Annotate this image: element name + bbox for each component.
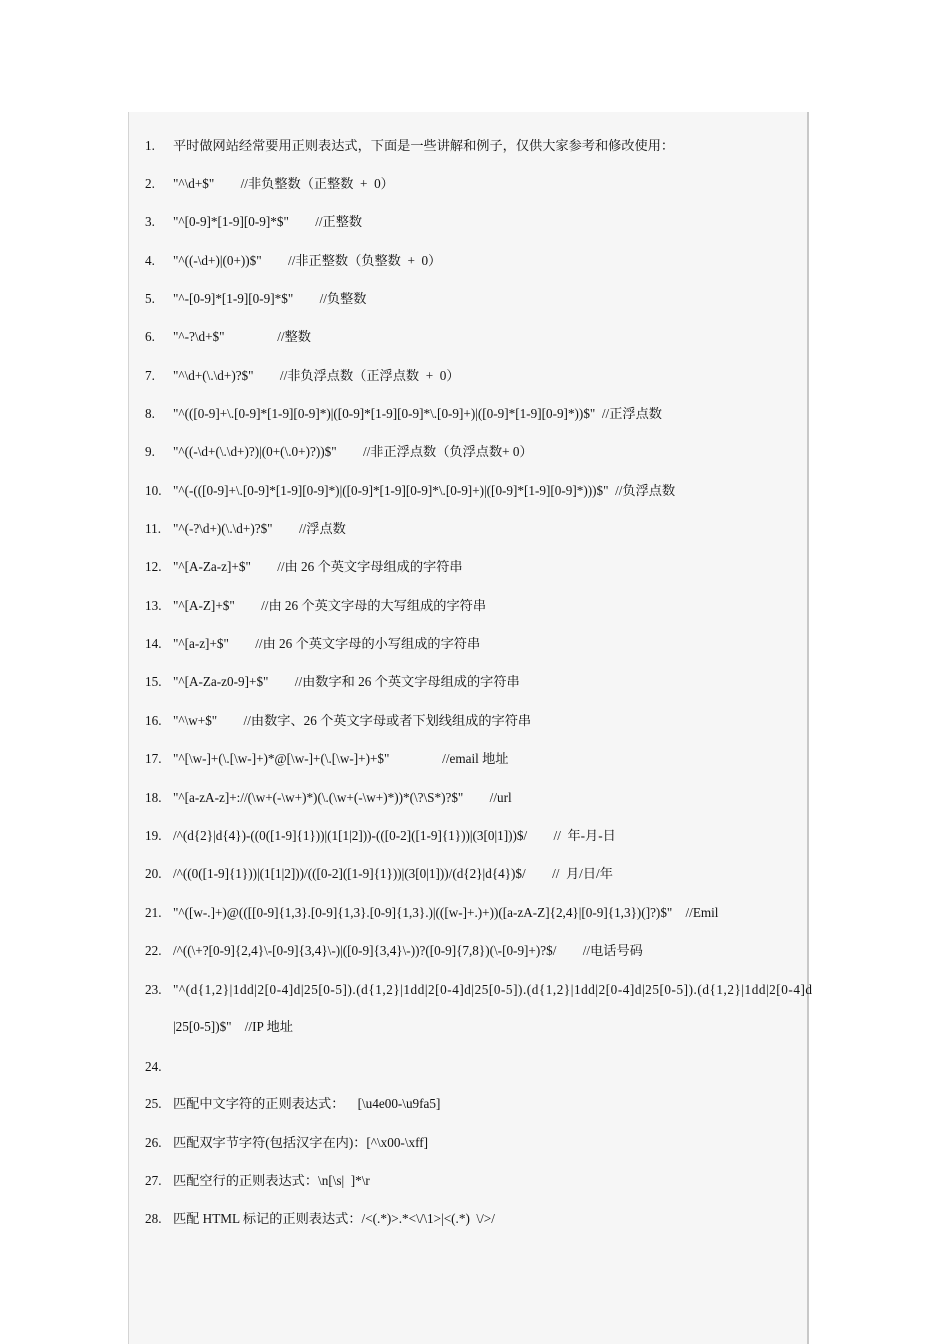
line-text: "^[a-z]+$" //由 26 个英文字母的小写组成的字符串 [173, 636, 481, 651]
line-text: "^\d+$" //非负整数（正整数 + 0） [173, 176, 394, 191]
line-text: /^(d{2}|d{4})-((0([1-9]{1}))|(1[1|2]))-(([0-2]([1-9]{1}))|(3[0|1]))$/ // 年-月-日 [173, 828, 616, 843]
line-number: 4. [145, 253, 155, 268]
line-number: 20. [145, 866, 162, 881]
line-text: /^((0([1-9]{1}))|(1[1|2]))/(([0-2]([1-9]{1}))|(3[0|1]))/(d{2}|d{4})$/ // 月/日/年 [173, 866, 613, 881]
line-text: "^[\w-]+(\.[\w-]+)*@[\w-]+(\.[\w-]+)+$" //email 地址 [173, 751, 509, 766]
line-number: 17. [145, 751, 162, 766]
line-text: "^[a-zA-z]+://(\w+(-\w+)*)(\.(\w+(-\w+)*))*(\?\S*)?$" //url [173, 790, 512, 805]
line-text: 匹配双字节字符(包括汉字在内)：[^\x00-\xff] [173, 1135, 429, 1150]
line-text: 匹配空行的正则表达式：\n[\s| ]*\r [173, 1173, 370, 1188]
line-number: 25. [145, 1096, 162, 1111]
line-number: 18. [145, 790, 162, 805]
line-number: 28. [145, 1211, 162, 1226]
line-number: 6. [145, 329, 155, 344]
line-number: 23. [145, 982, 162, 997]
line-number: 5. [145, 291, 155, 306]
line-number: 11. [145, 521, 161, 536]
line-number: 16. [145, 713, 162, 728]
line-text: "^[0-9]*[1-9][0-9]*$" //正整数 [173, 214, 363, 229]
line-number: 26. [145, 1135, 162, 1150]
line-text: "^(d{1,2}|1dd|2[0-4]d|25[0-5]).(d{1,2}|1dd|2[0-4]d|25[0-5]).(d{1,2}|1dd|2[0-4]d|25[0-5]).(d{1,2}|1dd|2[0-4]d [173, 982, 813, 997]
line-number: 24. [145, 1059, 162, 1074]
line-text: 匹配 HTML 标记的正则表达式：/<(.*)>.*<\/\1>|<(.*) \/>/ [173, 1211, 495, 1226]
line-number: 14. [145, 636, 162, 651]
line-text: /^((\+?[0-9]{2,4}\-[0-9]{3,4}\-)|([0-9]{3,4}\-))?([0-9]{7,8})(\-[0-9]+)?$/ //电话号码 [173, 943, 643, 958]
line-text: 平时做网站经常要用正则表达式，下面是一些讲解和例子，仅供大家参考和修改使用： [173, 138, 675, 153]
line-number: 1. [145, 138, 155, 153]
line-text: "^((-\d+(\.\d+)?)|(0+(\.0+)?))$" //非正浮点数（负浮点数+ 0） [173, 444, 533, 459]
line-text: "^((-\d+)|(0+))$" //非正整数（负整数 + 0） [173, 253, 442, 268]
line-number: 21. [145, 905, 162, 920]
line-text: "^-?\d+$" //整数 [173, 329, 311, 344]
line-text: "^-[0-9]*[1-9][0-9]*$" //负整数 [173, 291, 367, 306]
line-number: 10. [145, 483, 162, 498]
line-number: 7. [145, 368, 155, 383]
line-number: 9. [145, 444, 155, 459]
line-text: "^(-?\d+)(\.\d+)?$" //浮点数 [173, 521, 346, 536]
line-number: 2. [145, 176, 155, 191]
line-text: "^(([0-9]+\.[0-9]*[1-9][0-9]*)|([0-9]*[1-9][0-9]*\.[0-9]+)|([0-9]*[1-9][0-9]*))$" //正浮点数 [173, 406, 662, 421]
line-text: "^[A-Za-z0-9]+$" //由数字和 26 个英文字母组成的字符串 [173, 674, 520, 689]
line-number: 15. [145, 674, 162, 689]
line-number: 27. [145, 1173, 162, 1188]
line-number: 19. [145, 828, 162, 843]
line-text: "^([w-.]+)@(([[0-9]{1,3}.[0-9]{1,3}.[0-9]{1,3}.)|(([w-]+.)+))([a-zA-Z]{2,4}|[0-9]{1,3})(]?)$" //Emil [173, 905, 719, 920]
code-listing [128, 112, 813, 1344]
line-text: "^(-(([0-9]+\.[0-9]*[1-9][0-9]*)|([0-9]*[1-9][0-9]*\.[0-9]+)|([0-9]*[1-9][0-9]*)))$" //负浮点数 [173, 483, 676, 498]
line-number: 8. [145, 406, 155, 421]
line-text: "^\w+$" //由数字、26 个英文字母或者下划线组成的字符串 [173, 713, 532, 728]
line-text: "^[A-Za-z]+$" //由 26 个英文字母组成的字符串 [173, 559, 463, 574]
line-number: 12. [145, 559, 162, 574]
line-text: "^[A-Z]+$" //由 26 个英文字母的大写组成的字符串 [173, 598, 487, 613]
line-text: "^\d+(\.\d+)?$" //非负浮点数（正浮点数 + 0） [173, 368, 460, 383]
line-number: 3. [145, 214, 155, 229]
line-number: 22. [145, 943, 162, 958]
line-text-continued: |25[0-5])$" //IP 地址 [173, 1019, 293, 1034]
line-text: 匹配中文字符的正则表达式： [\u4e00-\u9fa5] [173, 1096, 441, 1111]
line-number: 13. [145, 598, 162, 613]
